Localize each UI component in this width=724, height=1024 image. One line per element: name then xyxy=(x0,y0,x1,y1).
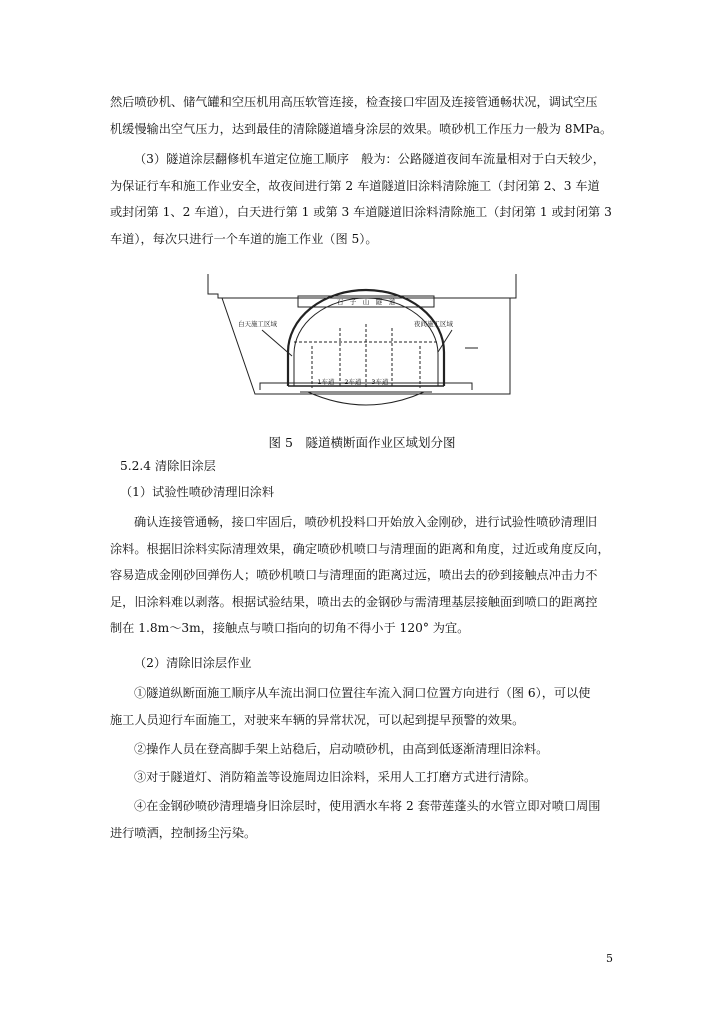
text-line: 车道），每次只进行一个车道的施工作业（图 5）。 xyxy=(110,231,378,246)
text-line: ③对于隧道灯、消防箱盖等设施周边旧涂料，采用人工打磨方式进行清除。 xyxy=(134,770,537,784)
day-zone-label: 白天施工区域 xyxy=(238,320,277,328)
text-line: （3）隧道涂层翻修机车道定位施工顺序 般为：公路隧道夜间车流量相对于白天较少， xyxy=(134,152,605,166)
figure-caption: 图 5 隧道横断面作业区域划分图 xyxy=(268,435,456,450)
text-line: 制在 1.8m～3m，接触点与喷口指向的切角不得小于 120° 为宜。 xyxy=(110,621,470,635)
text-line: 施工人员迎行车面施工，对驶来车辆的异常状况，可以起到提早预警的效果。 xyxy=(110,712,525,727)
lane-3-label: 3车道 xyxy=(371,378,389,386)
lane-1-label: 1车道 xyxy=(317,378,335,386)
paragraph-1 xyxy=(110,89,616,142)
page-number: 5 xyxy=(606,952,613,965)
section-heading xyxy=(120,453,626,480)
text-line: ①隧道纵断面施工顺序从车流出洞口位置往车流入洞口位置方向进行（图 6），可以使 xyxy=(134,686,591,700)
section-heading-text: 5.2.4 清除旧涂层 xyxy=(120,459,216,473)
text-line: ②操作人员在登高脚手架上站稳后，启动喷砂机，由高到低逐渐清理旧涂料。 xyxy=(134,742,549,756)
item-3 xyxy=(110,764,616,791)
text-line: 足，旧涂料难以剥落。根据试验结果，喷出去的金钢砂与需清理基层接触面到喷口的距离控 xyxy=(110,594,598,609)
text-line: 机缓慢输出空气压力，达到最佳的清除隧道墙身涂层的效果。喷砂机工作压力一般为 8MPa。 xyxy=(110,121,613,136)
tunnel-cross-section-figure xyxy=(200,268,530,426)
night-zone-label: 夜间施工区域 xyxy=(414,320,453,328)
text-line: ④在金钢砂喷砂清理墙身旧涂层时，使用洒水车将 2 套带莲蓬头的水管立即对喷口周围 xyxy=(134,799,601,813)
sub-heading-2-text: （2）清除旧涂层作业 xyxy=(134,656,252,670)
item-1 xyxy=(110,680,616,733)
text-line: 然后喷砂机、储气罐和空压机用高压软管连接，检查接口牢固及连接管通畅状况，调试空压 xyxy=(110,95,598,109)
paragraph-2 xyxy=(110,146,616,252)
sub-heading-1-text: （1）试验性喷砂清理旧涂料 xyxy=(120,485,275,499)
text-line: 确认连接管通畅，接口牢固后，喷砂机投料口开始放入金刚砂，进行试验性喷砂清理旧 xyxy=(134,515,598,529)
text-line: 为保证行车和施工作业安全，故夜间进行第 2 车道隧道旧涂料清除施工（封闭第 2、3 车道 xyxy=(110,178,600,193)
paragraph-3 xyxy=(110,509,616,642)
lane-2-label: 2车道 xyxy=(344,378,362,386)
item-4 xyxy=(110,793,616,846)
text-line: 或封闭第 1、2 车道），白天进行第 1 或第 3 车道隧道旧涂料清除施工（封闭第 1 或封闭第 3 xyxy=(110,205,612,219)
text-line: 涂料。根据旧涂料实际清理效果，确定喷砂机喷口与清理面的距离和角度，过近或角度反向， xyxy=(110,541,610,556)
tunnel-sign-text: 石 子 山 隧 道 xyxy=(336,298,396,306)
text-line: 容易造成金刚砂回弹伤人；喷砂机喷口与清理面的距离过远，喷出去的砂到接触点冲击力不 xyxy=(110,568,598,582)
sub-heading-1 xyxy=(120,479,626,506)
item-2 xyxy=(110,736,616,763)
text-line: 进行喷洒，控制扬尘污染。 xyxy=(110,825,257,840)
sub-heading-2 xyxy=(110,650,616,677)
